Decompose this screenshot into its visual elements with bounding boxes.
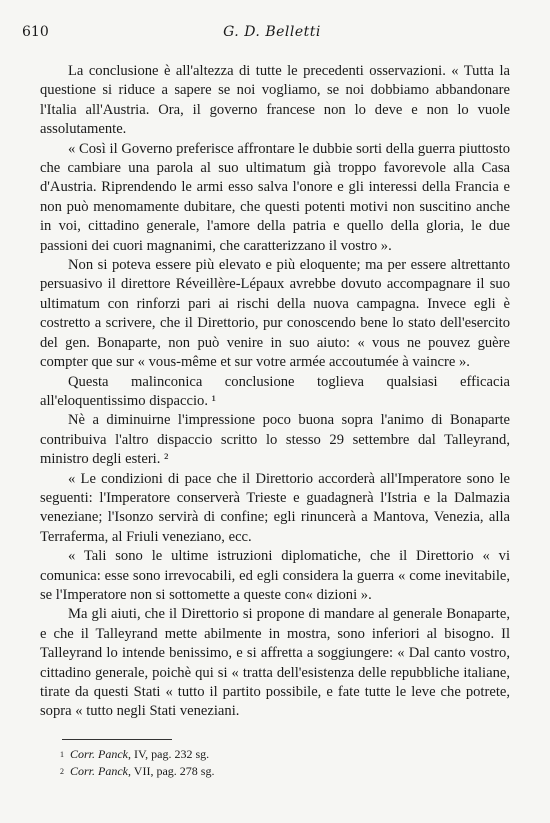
footnote-ref: , IV, pag. 232 sg. xyxy=(128,747,210,761)
footnotes xyxy=(60,746,480,780)
body-text xyxy=(40,62,510,722)
paragraph: La conclusione è all'altezza di tutte le precedenti osservazioni. « Tutta la questione si riduce a sapere se noi vogliamo, se noi dobbiamo abbandonare l'Italia all'Austria. Ora, il governo francese non lo deve e non lo vuole assolutamente. xyxy=(40,63,510,138)
footnote-mark: 2 xyxy=(60,767,64,776)
paragraph: Questa malinconica conclusione toglieva qualsiasi efficacia all'eloquentissimo dispaccio. ¹ xyxy=(40,373,510,409)
footnote-rule xyxy=(62,739,172,740)
footnote xyxy=(60,763,480,780)
page-number: 610 xyxy=(22,24,49,40)
footnote-ref: , VII, pag. 278 sg. xyxy=(128,764,215,778)
paragraph: « Le condizioni di pace che il Direttorio accorderà all'Imperatore sono le seguenti: l'Imperatore conserverà Trieste e guadagnerà l'Istria e la Dalmazia veneziane; l'Isonzo servirà di confine; egli rinuncerà a Mantova, Venezia, alla Terraferma, al Friuli veneziano, ecc. xyxy=(40,470,510,545)
paragraph: « Tali sono le ultime istruzioni diplomatiche, che il Direttorio « vi comunica: esse sono irrevocabili, ed egli considera la guerra « come inevitabile, se l'Imperatore non si sottomette a queste con« dizioni ». xyxy=(40,548,510,603)
paragraph: Nè a diminuirne l'impressione poco buona sopra l'animo di Bonaparte contribuiva l'altro dispaccio scritto lo stesso 29 settembre dal Talleyrand, ministro degli esteri. ² xyxy=(40,412,510,468)
page-header xyxy=(22,24,522,44)
footnote-source: Corr. Panck xyxy=(70,764,128,778)
footnote xyxy=(60,746,480,763)
paragraph: Non si poteva essere più elevato e più eloquente; ma per essere altrettanto persuasivo il direttore Réveillère-Lépaux avrebbe dovuto accompagnare il suo ultimatum con rinforzi pari ai rischi della nuova campagna. Invece egli è costretto a scrivere, che il Direttorio, pur conoscendo bene lo stato dell'esercito del gen. Bonaparte, non può venire in suo aiuto: « vous ne pouvez guère compter que sur « vous-même et sur votre armée accoutumée à vaincre ». xyxy=(40,257,510,371)
footnote-source: Corr. Panck xyxy=(70,747,128,761)
footnote-mark: 1 xyxy=(60,750,64,759)
running-head: G. D. Belletti xyxy=(223,24,321,40)
paragraph: « Così il Governo preferisce affrontare le dubbie sorti della guerra piuttosto che cambiare una parola al suo ultimatum già troppo favorevole alla Casa d'Austria. Riprendendo le armi esso salva l'onore e gli interessi della Francia e non può menomamente dubitare, che questi potenti motivi non suscitino anche in voi, cittadino generale, l'amore della patria e quello della gloria, le due passioni dei cuori magnanimi, che caratterizzano il vostro ». xyxy=(40,140,510,254)
paragraph: Ma gli aiuti, che il Direttorio si propone di mandare al generale Bonaparte, e che il Talleyrand mette abilmente in mostra, sono inferiori al bisogno. Il Talleyrand lo intende benissimo, e si affretta a soggiungere: « Dal canto vostro, cittadino generale, poichè qui si « tratta dell'esistenza delle repubbliche italiane, tirate da questi Stati « tutto il partito possibile, e fate tutte le leve che potrete, sopra « tutto negli Stati veneziani. xyxy=(40,606,510,720)
